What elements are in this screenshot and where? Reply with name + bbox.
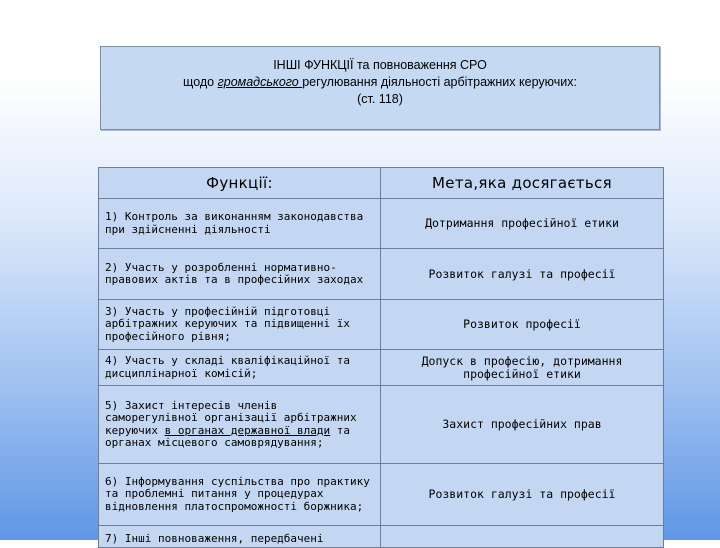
row-3-function: 3) Участь у професійній підготовці арбітражних керуючих та підвищенні їх професійного рівня; bbox=[99, 300, 381, 350]
row-7-goal bbox=[381, 526, 664, 548]
row-5-goal: Захист професійних прав bbox=[381, 386, 664, 464]
header-functions: Функції: bbox=[99, 168, 381, 199]
row-2-function: 2) Участь у розробленні нормативно-правових актів та в професійних заходах bbox=[99, 249, 381, 300]
row-6-function: 6) Інформування суспільства про практику та проблемні питання у процедурах відновлення платоспроможності боржника; bbox=[99, 464, 381, 526]
row-1-function: 1) Контроль за виконанням законодавства при здійсненні діяльності bbox=[99, 199, 381, 249]
title-line-3: (ст. 118) bbox=[357, 92, 403, 106]
functions-table bbox=[98, 167, 664, 548]
title-emphasis: громадського bbox=[217, 75, 303, 89]
header-goal: Мета,яка досягається bbox=[381, 168, 664, 199]
table-row bbox=[99, 464, 664, 526]
table-row bbox=[99, 526, 664, 548]
row-6-goal: Розвиток галузі та професії bbox=[381, 464, 664, 526]
row-4-function: 4) Участь у складі кваліфікаційної та дисциплінарної комісій; bbox=[99, 350, 381, 386]
row-1-goal: Дотримання професійної етики bbox=[381, 199, 664, 249]
table-row bbox=[99, 300, 664, 350]
title-line-2-after: регулювання діяльності арбітражних керуючих: bbox=[302, 75, 577, 89]
row-5-function-before: 5) Захист інтересів членів саморегулівної організації арбітражних керуючих bbox=[105, 398, 357, 437]
title-line-2-before: щодо bbox=[183, 75, 218, 89]
row-5-function-underlined: в органах державної влади bbox=[164, 423, 331, 437]
table-row bbox=[99, 350, 664, 386]
row-4-goal: Допуск в професію, дотримання професійної етики bbox=[381, 350, 664, 386]
row-5-function bbox=[99, 386, 381, 464]
table-row bbox=[99, 199, 664, 249]
row-2-goal: Розвиток галузі та професії bbox=[381, 249, 664, 300]
title-box bbox=[100, 46, 660, 130]
table-header-row bbox=[99, 168, 664, 199]
row-5-function-after: та органах місцевого самоврядування; bbox=[105, 423, 351, 449]
table-row bbox=[99, 386, 664, 464]
row-7-function: 7) Інші повноваження, передбачені bbox=[99, 526, 381, 548]
table-row bbox=[99, 249, 664, 300]
title-line-1: ІНШІ ФУНКЦІЇ та повноваження СРО bbox=[273, 58, 487, 72]
title-line-2 bbox=[101, 74, 659, 91]
row-3-goal: Розвиток професії bbox=[381, 300, 664, 350]
